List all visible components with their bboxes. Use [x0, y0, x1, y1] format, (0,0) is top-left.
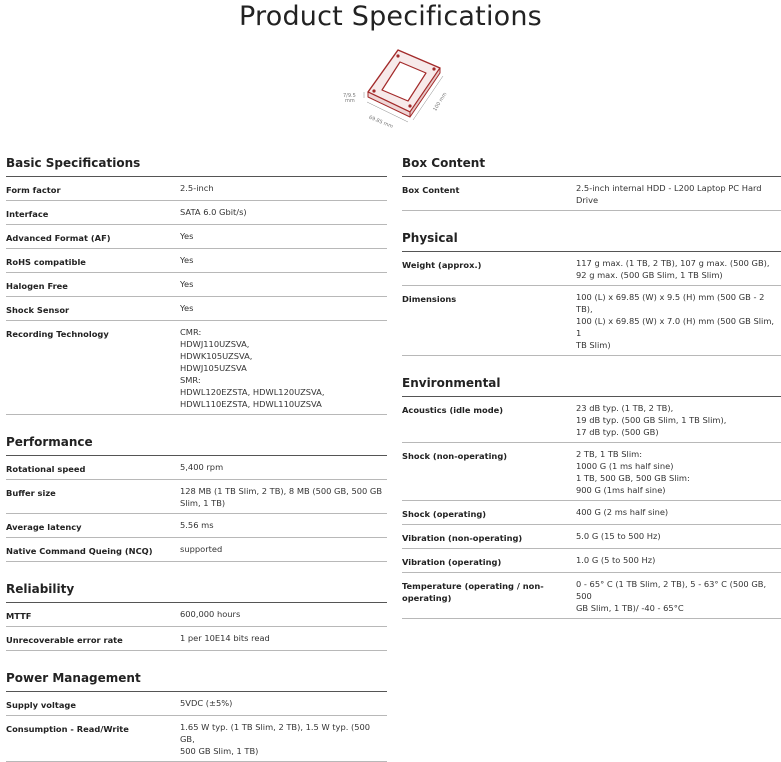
spec-value: 400 G (2 ms half sine)	[576, 507, 669, 517]
section-title-power-management: Power Management	[6, 665, 387, 692]
spec-value: 23 dB typ. (1 TB, 2 TB), 19 dB typ. (500 GB Slim, 1 TB Slim), 17 dB typ. (500 GB)	[576, 403, 727, 437]
spec-row	[402, 525, 781, 549]
spec-label: Unrecoverable error rate	[6, 635, 123, 645]
hard-drive-illustration	[340, 40, 450, 130]
spec-row	[6, 249, 387, 273]
spec-row	[402, 177, 781, 211]
spec-row	[6, 177, 387, 201]
spec-row	[6, 273, 387, 297]
spec-label: Average latency	[6, 522, 82, 532]
section-title-physical: Physical	[402, 225, 781, 252]
spec-value: CMR: HDWJ110UZSVA, HDWK105UZSVA, HDWJ105UZSVA SMR: HDWL120EZSTA, HDWL120UZSVA, HDWL110EZSTA, HDWL110UZSVA	[180, 327, 325, 409]
drive-screw-hole	[408, 104, 411, 107]
spec-row	[402, 252, 781, 286]
section-spacer	[6, 562, 387, 576]
spec-row	[402, 286, 781, 356]
spec-value: 1 per 10E14 bits read	[180, 633, 270, 643]
spec-value: Yes	[180, 255, 194, 265]
spec-row	[6, 716, 387, 762]
spec-value: 117 g max. (1 TB, 2 TB), 107 g max. (500 GB), 92 g max. (500 GB Slim, 1 TB Slim)	[576, 258, 770, 280]
spec-row	[6, 627, 387, 651]
spec-value: SATA 6.0 Gbit/s)	[180, 207, 247, 217]
spec-row	[6, 514, 387, 538]
section-spacer	[6, 651, 387, 665]
spec-label: Advanced Format (AF)	[6, 233, 111, 243]
spec-label: Vibration (operating)	[402, 557, 502, 567]
spec-label: Buffer size	[6, 488, 56, 498]
spec-label: Dimensions	[402, 294, 457, 304]
height-dimension-label: 7/9.5 mm	[343, 93, 356, 104]
spec-label: Shock Sensor	[6, 305, 70, 315]
spec-value: 5.0 G (15 to 500 Hz)	[576, 531, 661, 541]
right-spec-column	[402, 150, 781, 619]
drive-screw-hole	[396, 54, 399, 57]
depth-dimension-label: 100 mm	[432, 91, 449, 113]
spec-row	[402, 549, 781, 573]
spec-row	[6, 692, 387, 716]
spec-label: Shock (non-operating)	[402, 451, 508, 461]
spec-row	[6, 225, 387, 249]
spec-value: Yes	[180, 279, 194, 289]
section-title-performance: Performance	[6, 429, 387, 456]
spec-value: 100 (L) x 69.85 (W) x 9.5 (H) mm (500 GB - 2 TB), 100 (L) x 69.85 (W) x 7.0 (H) mm (500 GB Slim, 1 TB Slim)	[576, 292, 775, 350]
drive-outline	[364, 50, 443, 122]
spec-label: MTTF	[6, 611, 32, 621]
spec-value: 1.65 W typ. (1 TB Slim, 2 TB), 1.5 W typ. (500 GB, 500 GB Slim, 1 TB)	[180, 722, 371, 756]
spec-row	[402, 443, 781, 501]
spec-value: 5VDC (±5%)	[180, 698, 233, 708]
drive-screw-hole	[432, 67, 435, 70]
section-title-reliability: Reliability	[6, 576, 387, 603]
spec-value: 600,000 hours	[180, 609, 241, 619]
spec-label: Vibration (non-operating)	[402, 533, 523, 543]
page-title: Product Specifications	[239, 1, 542, 32]
spec-label: Native Command Queing (NCQ)	[6, 546, 153, 556]
spec-row	[6, 603, 387, 627]
section-title-basic-specifications: Basic Specifications	[6, 150, 387, 177]
spec-value: Yes	[180, 231, 194, 241]
spec-row	[402, 573, 781, 619]
spec-value: supported	[180, 544, 223, 554]
spec-label: Acoustics (idle mode)	[402, 405, 504, 415]
spec-label: Weight (approx.)	[402, 260, 482, 270]
spec-label: Box Content	[402, 185, 460, 195]
spec-value: 2.5-inch internal HDD - L200 Laptop PC Hard Drive	[576, 183, 762, 205]
spec-label: Recording Technology	[6, 329, 109, 339]
spec-value: 5,400 rpm	[180, 462, 224, 472]
spec-label: RoHS compatible	[6, 257, 86, 267]
spec-row	[6, 201, 387, 225]
spec-row	[6, 480, 387, 514]
spec-value: Yes	[180, 303, 194, 313]
section-title-environmental: Environmental	[402, 370, 781, 397]
section-spacer	[402, 211, 781, 225]
spec-label: Interface	[6, 209, 49, 219]
section-spacer	[402, 356, 781, 370]
spec-label: Rotational speed	[6, 464, 86, 474]
spec-value: 5.56 ms	[180, 520, 214, 530]
section-title-box-content: Box Content	[402, 150, 781, 177]
spec-label: Temperature (operating / non- operating)	[402, 581, 544, 603]
spec-row	[6, 456, 387, 480]
spec-row	[6, 538, 387, 562]
spec-row	[6, 321, 387, 415]
section-spacer	[6, 415, 387, 429]
width-dimension-label: 69.85 mm	[367, 114, 394, 130]
left-spec-column	[6, 150, 387, 762]
spec-value: 2 TB, 1 TB Slim: 1000 G (1 ms half sine) 1 TB, 500 GB, 500 GB Slim: 900 G (1ms half sine)	[576, 449, 690, 495]
spec-label: Consumption - Read/Write	[6, 724, 129, 734]
spec-label: Supply voltage	[6, 700, 76, 710]
spec-label: Shock (operating)	[402, 509, 487, 519]
spec-label: Form factor	[6, 185, 61, 195]
spec-value: 1.0 G (5 to 500 Hz)	[576, 555, 656, 565]
spec-row	[402, 397, 781, 443]
spec-row	[402, 501, 781, 525]
spec-label: Halogen Free	[6, 281, 68, 291]
spec-value: 2.5-inch	[180, 183, 214, 193]
spec-value: 0 - 65° C (1 TB Slim, 2 TB), 5 - 63° C (500 GB, 500 GB Slim, 1 TB)/ -40 - 65°C	[576, 579, 767, 613]
drive-screw-hole	[372, 89, 375, 92]
spec-row	[6, 297, 387, 321]
spec-value: 128 MB (1 TB Slim, 2 TB), 8 MB (500 GB, 500 GB Slim, 1 TB)	[180, 486, 383, 508]
